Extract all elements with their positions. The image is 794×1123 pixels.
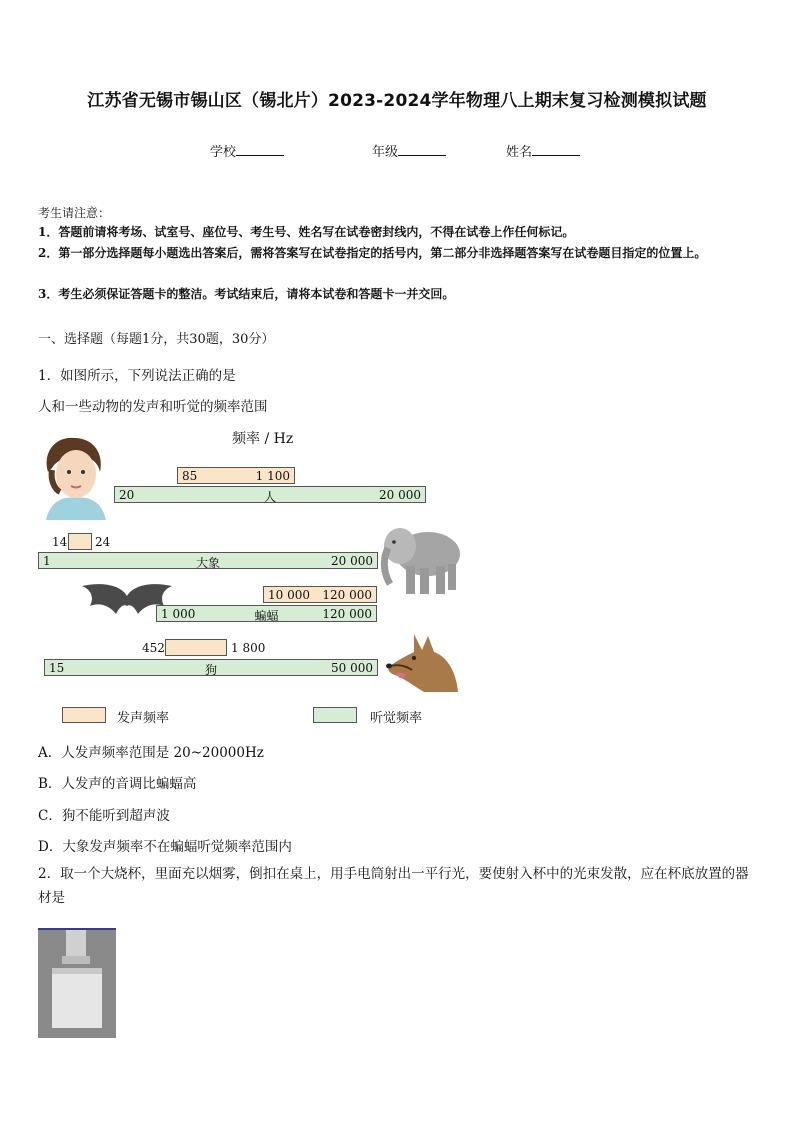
legend-hearing-label: 听觉频率 bbox=[370, 711, 423, 726]
dog-voice-min-label: 452 bbox=[142, 641, 165, 655]
legend-voice-label: 发声频率 bbox=[117, 711, 170, 726]
question-1-stem: 1．如图所示，下列说法正确的是 bbox=[38, 368, 236, 384]
bat-voice-bar: 10 000 120 000 bbox=[263, 586, 377, 603]
page-title: 江苏省无锡市锡山区（锡北片）2023-2024学年物理八上期末复习检测模拟试题 bbox=[87, 91, 707, 111]
dog-icon bbox=[384, 630, 462, 694]
elephant-icon bbox=[378, 514, 464, 598]
notice-item-2: 2．第一部分选择题每小题选出答案后，需将答案写在试卷指定的括号内，第二部分非选择题答案写在试卷题目指定的位置上。 bbox=[38, 246, 707, 260]
elephant-voice-min-label: 14 bbox=[52, 535, 68, 549]
chart-title: 频率 / Hz bbox=[232, 431, 294, 447]
bat-hearing-bar: 1 000 蝙蝠 120 000 bbox=[156, 605, 377, 622]
notice-heading: 考生请注意： bbox=[38, 206, 111, 220]
beaker-illustration bbox=[38, 928, 116, 1038]
notice-item-1: 1．答题前请将考场、试室号、座位号、考生号、姓名写在试卷密封线内，不得在试卷上作任何标记。 bbox=[38, 225, 575, 239]
dog-hearing-bar: 15 狗 50 000 bbox=[44, 659, 378, 676]
legend-voice-swatch bbox=[62, 707, 106, 723]
option-d[interactable]: D．大象发声频率不在蝙蝠听觉频率范围内 bbox=[38, 839, 292, 855]
legend-hearing-swatch bbox=[313, 707, 357, 723]
question-1-caption: 人和一些动物的发声和听觉的频率范围 bbox=[38, 399, 268, 415]
elephant-voice-max-label: 24 bbox=[95, 535, 111, 549]
option-b[interactable]: B．人发声的音调比蝙蝠高 bbox=[38, 776, 197, 792]
human-voice-bar: 85 1 100 bbox=[177, 467, 295, 484]
grade-field[interactable]: 年级 bbox=[372, 141, 446, 160]
name-field[interactable]: 姓名 bbox=[506, 141, 580, 160]
school-field[interactable]: 学校 bbox=[210, 141, 284, 160]
elephant-voice-bar bbox=[68, 533, 92, 550]
human-hearing-bar: 20 人 20 000 bbox=[114, 486, 426, 503]
section-heading: 一、选择题（每题1分，共30题，30分） bbox=[38, 332, 275, 347]
notice-item-3: 3．考生必须保证答题卡的整洁。考试结束后，请将本试卷和答题卡一并交回。 bbox=[38, 287, 455, 301]
elephant-hearing-bar: 1 大象 20 000 bbox=[38, 552, 378, 569]
option-c[interactable]: C．狗不能听到超声波 bbox=[38, 808, 170, 824]
dog-voice-max-label: 1 800 bbox=[231, 641, 266, 655]
option-a[interactable]: A．人发声频率范围是 20~20000Hz bbox=[38, 745, 264, 761]
question-2-stem: 2．取一个大烧杯，里面充以烟雾，倒扣在桌上，用手电筒射出一平行光，要使射入杯中的光束发散，应在杯底放置的器材是 bbox=[38, 866, 749, 906]
person-icon bbox=[38, 432, 110, 520]
dog-voice-bar bbox=[165, 639, 227, 656]
